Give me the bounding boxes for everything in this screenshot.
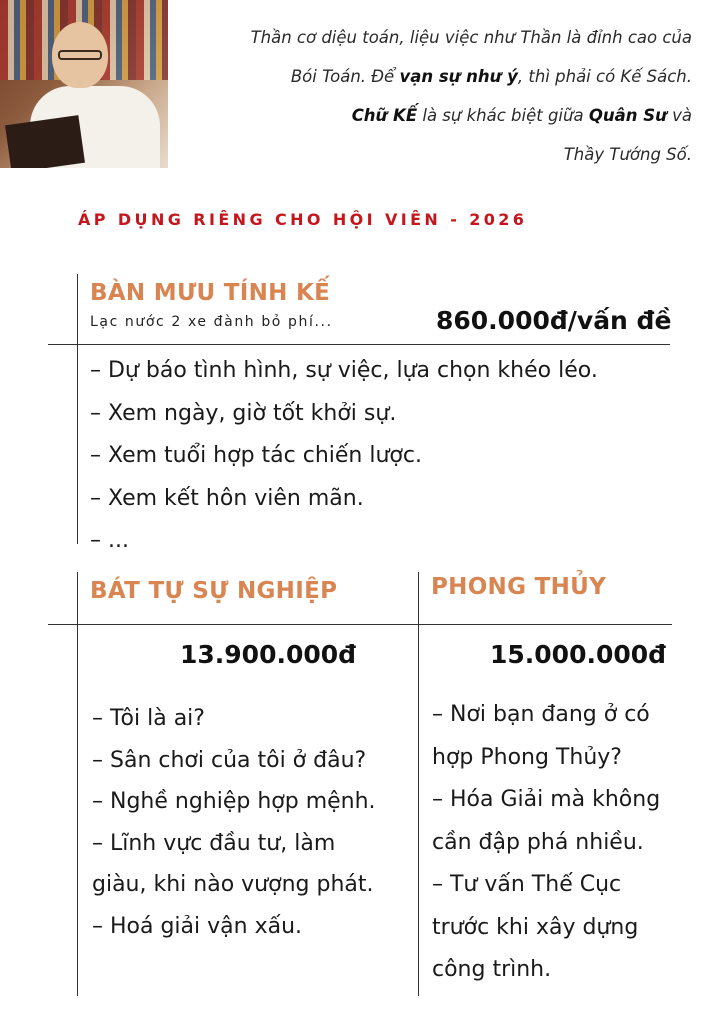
list-item: – Tôi là ai? bbox=[92, 706, 205, 731]
quote-emphasis: vạn sự như ý bbox=[399, 67, 518, 86]
quote-text: , thì phải có Kế Sách. bbox=[517, 67, 692, 86]
book-icon bbox=[5, 115, 85, 168]
quote-line-2 bbox=[192, 57, 692, 96]
list-item: – Nơi bạn đang ở có bbox=[432, 702, 650, 727]
list-item: cần đập phá nhiều. bbox=[432, 829, 644, 855]
section3-list bbox=[432, 694, 660, 992]
list-item: hợp Phong Thủy? bbox=[432, 744, 622, 770]
list-item: công trình. bbox=[432, 957, 552, 982]
quote-text: Bói Toán. Để bbox=[290, 67, 400, 86]
quote-text: và bbox=[666, 106, 692, 125]
quote-text: là sự khác biệt giữa bbox=[417, 106, 589, 125]
list-item: trước khi xây dựng bbox=[432, 914, 639, 940]
section1-tagline: Lạc nước 2 xe đành bỏ phí... bbox=[90, 314, 333, 330]
section1-list bbox=[90, 350, 598, 563]
quote-line-3 bbox=[192, 96, 692, 135]
section1-price: 860.000đ/vấn đề bbox=[436, 306, 672, 335]
portrait-photo bbox=[0, 0, 168, 168]
section3-title: PHONG THỦY bbox=[431, 574, 607, 600]
list-item: – Xem ngày, giờ tốt khởi sự. bbox=[90, 400, 397, 426]
list-item: – ... bbox=[90, 528, 129, 553]
section2-divider bbox=[48, 624, 672, 625]
section1-left-rule bbox=[77, 274, 78, 544]
list-item: – Hoá giải vận xấu. bbox=[92, 913, 303, 939]
list-item: – Hóa Giải mà không bbox=[432, 787, 661, 812]
section2-price: 13.900.000đ bbox=[180, 640, 357, 669]
section1-divider bbox=[48, 344, 670, 345]
members-subtitle: ÁP DỤNG RIÊNG CHO HỘI VIÊN - 2026 bbox=[78, 210, 528, 229]
quote-line-4: Thầy Tướng Số. bbox=[563, 145, 692, 164]
list-item: – Dự báo tình hình, sự việc, lựa chọn khéo léo. bbox=[90, 358, 598, 383]
list-item: – Xem kết hôn viên mãn. bbox=[90, 485, 364, 511]
column-divider bbox=[418, 572, 419, 996]
section2-title: BÁT TỰ SỰ NGHIỆP bbox=[90, 578, 338, 604]
section2-list bbox=[92, 698, 376, 947]
list-item: – Tư vấn Thế Cục bbox=[432, 872, 622, 897]
list-item: giàu, khi nào vượng phát. bbox=[92, 872, 374, 897]
list-item: – Lĩnh vực đầu tư, làm bbox=[92, 830, 336, 856]
section3-price: 15.000.000đ bbox=[490, 640, 667, 669]
list-item: – Xem tuổi hợp tác chiến lược. bbox=[90, 443, 422, 468]
quote-line-1: Thần cơ diệu toán, liệu việc như Thần là đỉnh cao của bbox=[250, 28, 692, 47]
section2-left-rule bbox=[77, 572, 78, 996]
intro-quote bbox=[192, 18, 692, 174]
list-item: – Nghề nghiệp hợp mệnh. bbox=[92, 789, 376, 814]
list-item: – Sân chơi của tôi ở đâu? bbox=[92, 747, 367, 773]
section1-title: BÀN MƯU TÍNH KẾ bbox=[90, 280, 331, 306]
quote-emphasis: Chữ KẾ bbox=[351, 106, 418, 125]
quote-emphasis: Quân Sư bbox=[588, 106, 667, 125]
glasses-icon bbox=[58, 50, 102, 60]
